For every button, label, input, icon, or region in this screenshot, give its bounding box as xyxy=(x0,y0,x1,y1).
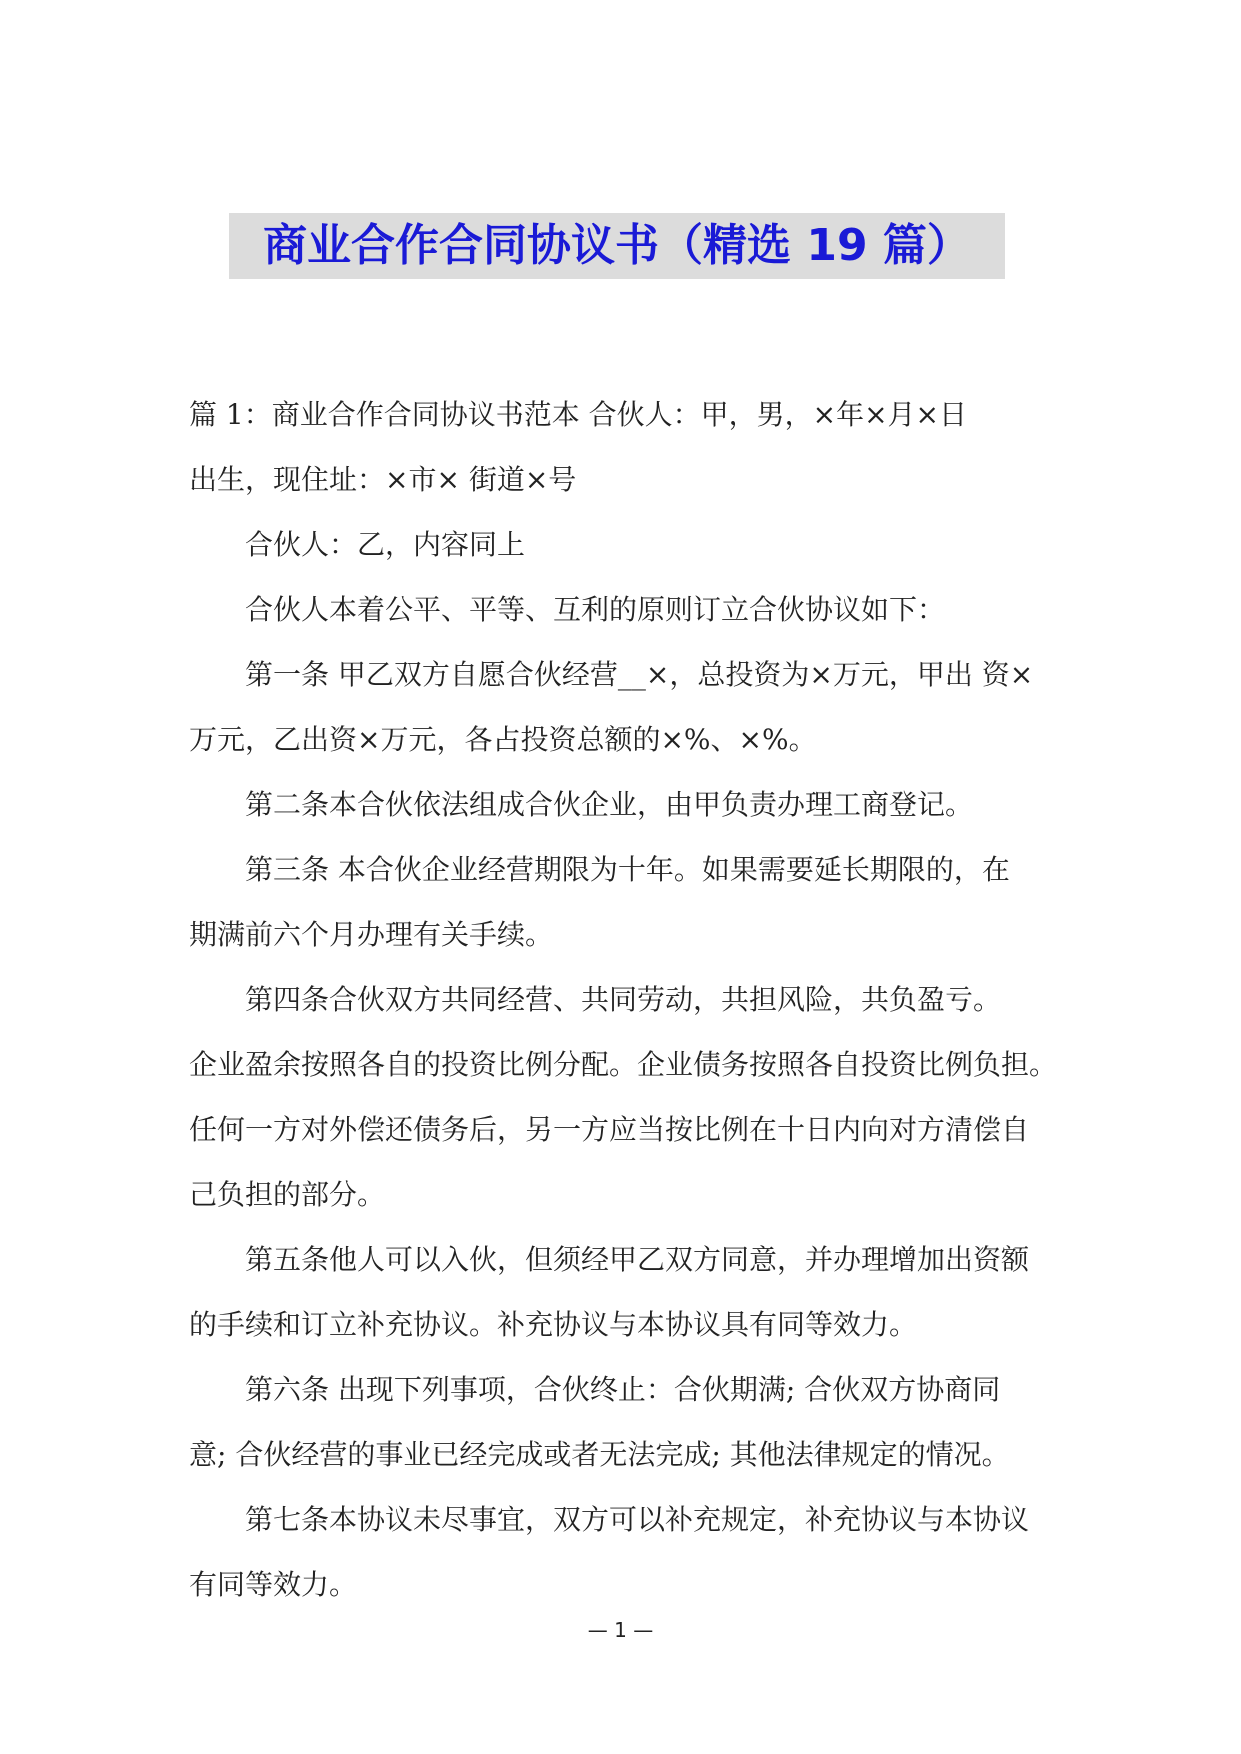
body-line: 有同等效力。 xyxy=(189,1568,358,1601)
body-line: 篇 1：商业合作合同协议书范本 合伙人：甲，男，×年×月×日 xyxy=(189,398,968,431)
body-line: 万元，乙出资×万元，各占投资总额的×%、×%。 xyxy=(189,723,817,756)
title-highlight xyxy=(229,213,1005,279)
body-line: 合伙人本着公平、平等、互利的原则订立合伙协议如下： xyxy=(245,593,946,626)
page-number: — 1 — xyxy=(587,1618,654,1642)
body-line: 出生，现住址：×市× 街道×号 xyxy=(189,463,577,496)
body-line: 合伙人：乙，内容同上 xyxy=(245,528,526,561)
body-line: 意; 合伙经营的事业已经完成或者无法完成; 其他法律规定的情况。 xyxy=(189,1438,1010,1471)
document-body xyxy=(189,382,1089,1617)
document-title: 商业合作合同协议书（精选 19 篇） xyxy=(263,220,971,271)
body-line: 期满前六个月办理有关手续。 xyxy=(189,918,554,951)
body-line: 己负担的部分。 xyxy=(189,1178,386,1211)
body-line: 第六条 出现下列事项，合伙终止：合伙期满; 合伙双方协商同 xyxy=(245,1373,1001,1406)
body-line: 的手续和订立补充协议。补充协议与本协议具有同等效力。 xyxy=(189,1308,918,1341)
body-line: 第七条本协议未尽事宜，双方可以补充规定，补充协议与本协议 xyxy=(245,1503,1030,1536)
body-line: 第三条 本合伙企业经营期限为十年。如果需要延长期限的，在 xyxy=(245,853,1010,886)
body-line: 第一条 甲乙双方自愿合伙经营__×，总投资为×万元，甲出 资× xyxy=(245,658,1034,691)
body-line: 第五条他人可以入伙，但须经甲乙双方同意，并办理增加出资额 xyxy=(245,1243,1030,1276)
body-line: 第四条合伙双方共同经营、共同劳动，共担风险，共负盈亏。 xyxy=(245,983,1002,1016)
body-line: 第二条本合伙依法组成合伙企业，由甲负责办理工商登记。 xyxy=(245,788,974,821)
body-line: 任何一方对外偿还债务后，另一方应当按比例在十日内向对方清偿自 xyxy=(189,1113,1030,1146)
body-line: 企业盈余按照各自的投资比例分配。企业债务按照各自投资比例负担。 xyxy=(189,1048,1058,1081)
